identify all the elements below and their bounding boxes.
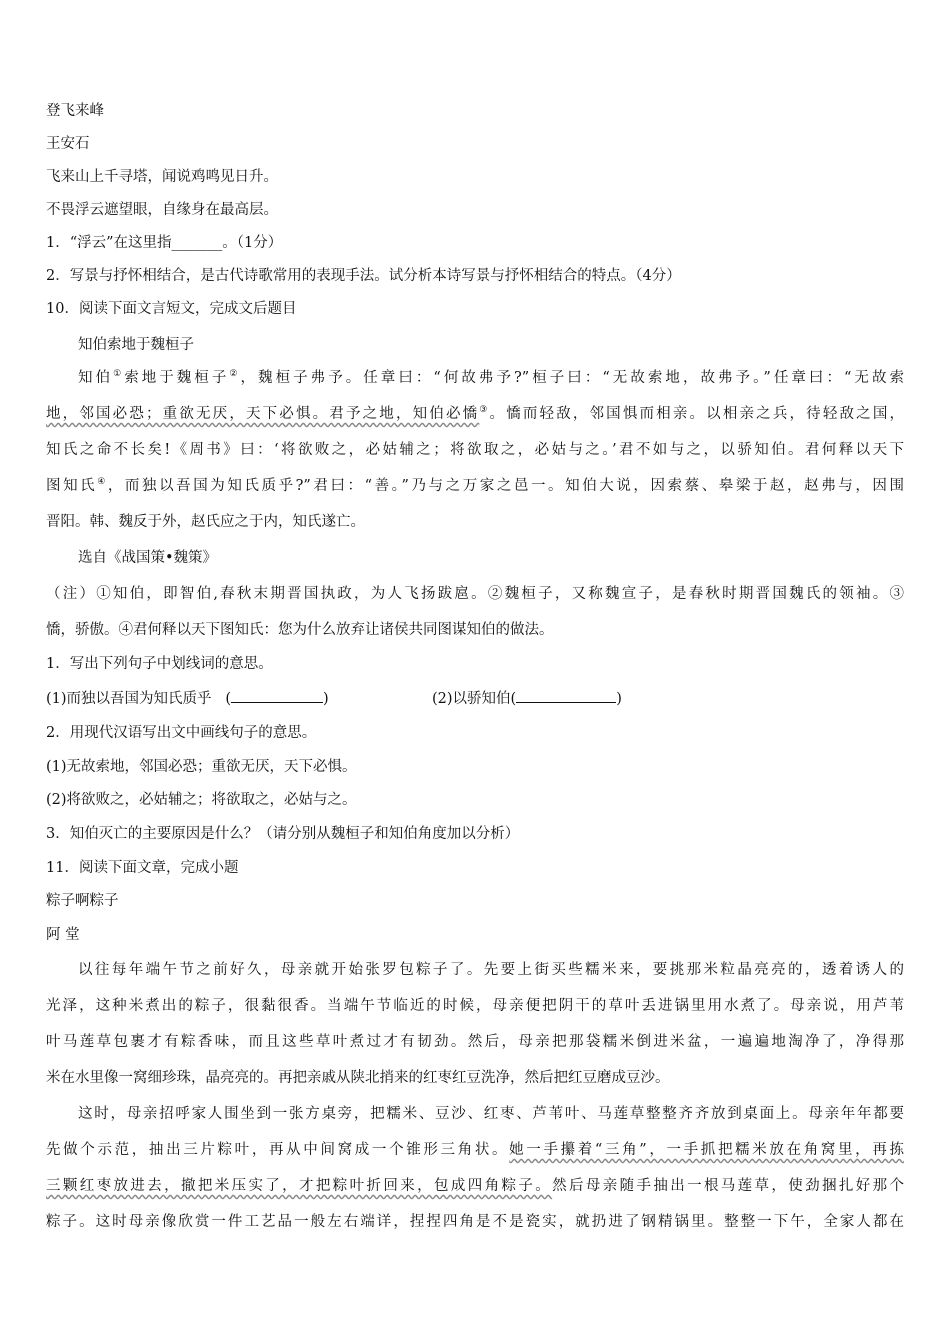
question-2: 2．用现代汉语写出文中画线句子的意思。 <box>46 725 317 741</box>
article-line: 叶马莲草包裹才有粽香味，而且这些草叶煮过才有韧劲。然后，母亲把那袋糯米倒进米盆，一遍遍地淘净了，净得那 <box>46 1034 904 1050</box>
passage-line: 晋阳。韩、魏反于外，赵氏应之于内，知氏遂亡。 <box>46 514 365 530</box>
section-10-title: 知伯索地于魏桓子 <box>78 337 194 353</box>
article-line: 先做个示范，抽出三片粽叶，再从中间窝成一个锥形三角状。她一手攥着“三角”，一手抓把糯米放在角窝里，再拣 <box>46 1142 904 1158</box>
passage-source: 选自《战国策•魏策》 <box>78 550 218 566</box>
question-1a: (1)而独以吾国为知氏质乎 ( ) <box>46 688 329 709</box>
article-title: 粽子啊粽子 <box>46 893 119 909</box>
passage-line: 知氏之命不长矣!《周书》曰：‘将欲败之，必姑辅之；将欲取之，必姑与之。’君不如与之，以骄知伯。君何释以天下 <box>46 442 904 458</box>
article-line: 米在水里像一窝细珍珠，晶亮亮的。再把亲戚从陕北捎来的红枣红豆洗净，然后把红豆磨成豆沙。 <box>46 1070 670 1086</box>
section-10-heading: 10．阅读下面文言短文，完成文后题目 <box>46 301 297 317</box>
poem-line-1: 飞来山上千寻塔，闻说鸡鸣见日升。 <box>46 169 278 185</box>
article-line: 粽子。这时母亲像欣赏一件工艺品一般左右端详，捏捏四角是不是瓷实，就扔进了钢精锅里。整整一下午，全家人都在 <box>46 1214 904 1230</box>
answer-blank[interactable] <box>231 688 323 703</box>
article-line: 这时，母亲招呼家人围坐到一张方桌旁，把糯米、豆沙、红枣、芦苇叶、马莲草整整齐齐放到桌面上。母亲年年都要 <box>78 1106 904 1122</box>
passage-line: 图知氏④，而独以吾国为知氏质乎?”君曰：“善。”乃与之万家之邑一。知伯大说，因索蔡、皋梁于赵，赵弗与，因围 <box>46 477 904 494</box>
article-line: 以往每年端午节之前好久，母亲就开始张罗包粽子了。先要上街买些糯米来，要挑那米粒晶亮亮的，透着诱人的 <box>78 962 904 978</box>
article-author: 阿 堂 <box>46 927 80 943</box>
question-1b: (2)以骄知伯( ) <box>432 688 622 709</box>
article-line: 光泽，这种米煮出的粽子，很黏很香。当端午节临近的时候，母亲便把阴干的草叶丢进锅里用水煮了。母亲说，用芦苇 <box>46 998 904 1014</box>
question-1: 1．写出下列句子中划线词的意思。 <box>46 656 273 672</box>
article-line: 三颗红枣放进去，撤把米压实了，才把粽叶折回来，包成四角粽子。然后母亲随手抽出一根马莲草，使劲捆扎好那个 <box>46 1178 905 1194</box>
section-11-heading: 11．阅读下面文章，完成小题 <box>46 860 239 876</box>
question-3: 3．知伯灭亡的主要原因是什么？（请分别从魏桓子和知伯角度加以分析） <box>46 826 520 842</box>
annotation-line: （注）①知伯，即智伯,春秋末期晋国执政，为人飞扬跋扈。②魏桓子，又称魏宣子，是春秋时期晋国魏氏的领袖。③ <box>46 586 904 602</box>
poem-question-2: 2．写景与抒怀相结合，是古代诗歌常用的表现手法。试分析本诗写景与抒怀相结合的特点。（4分） <box>46 268 681 284</box>
poem-question-1: 1．“浮云”在这里指_______。（1分） <box>46 235 283 251</box>
question-2b: (2)将欲败之，必姑辅之；将欲取之，必姑与之。 <box>46 792 357 808</box>
question-2a: (1)无故索地，邻国必恐；重欲无厌，天下必惧。 <box>46 759 357 775</box>
passage-line: 地，邻国必恐；重欲无厌，天下必惧。君予之地，知伯必憍③。憍而轻敌，邻国惧而相亲。以相亲之兵，待轻敌之国， <box>46 405 904 422</box>
poem-title: 登飞来峰 <box>46 103 104 119</box>
annotation-line: 憍，骄傲。④君何释以天下图知氏：您为什么放弃让诸侯共同图谋知伯的做法。 <box>46 622 554 638</box>
poem-author: 王安石 <box>46 136 90 152</box>
passage-line: 知伯①索地于魏桓子②，魏桓子弗予。任章曰：“何故弗予?”桓子曰：“无故索地，故弗予。”任章曰：“无故索 <box>78 369 904 386</box>
answer-blank[interactable] <box>516 688 616 703</box>
poem-line-2: 不畏浮云遮望眼，自缘身在最高层。 <box>46 202 278 218</box>
